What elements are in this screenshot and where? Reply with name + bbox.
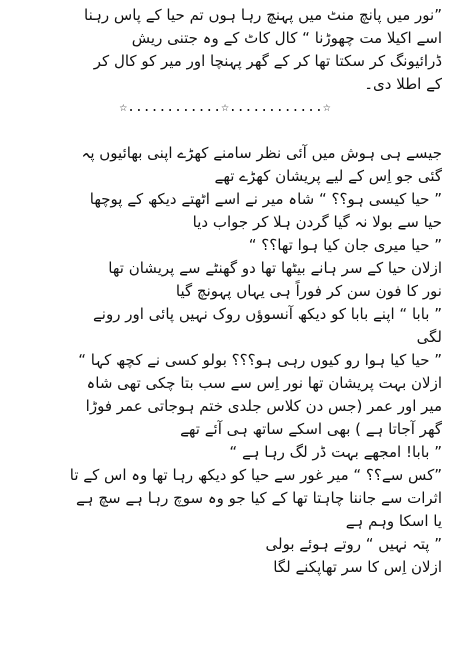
text-line: ازلان بہت پریشان تھا نور اِس سے سب بتا چکی تھی شاہ xyxy=(86,374,442,392)
text-line: ” حیا کیسی ہو؟؟ “ شاہ میر نے اسے اٹھتے دیکھ کے پوچھا xyxy=(89,190,442,208)
text-line: میر اور عمر (جس دن کلاس جلدی ختم ہوجاتی عمر فوڑا xyxy=(85,397,442,415)
text-line: ازلان اِس کا سر تھاپکنے لگا xyxy=(273,558,442,576)
paragraph-opening xyxy=(8,4,442,96)
text-line: ”نور میں پانچ منٹ میں پہنچ رہا ہوں تم حیا کے پاس رہنا xyxy=(84,6,442,24)
text-line: اثرات سے جاننا چاہتا تھا کے کیا جو وہ سوچ رہا ہے سچ ہے xyxy=(76,489,442,507)
scene-divider: ☆............☆............☆ xyxy=(119,100,331,115)
text-line: جیسے ہی ہوش میں آئی نظر سامنے کھڑے اپنی بھائیوں پہ xyxy=(81,144,442,162)
blank-line xyxy=(8,119,442,142)
text-line: گھر آجاتا ہے ) بھی اسکے ساتھ ہی آئے تھے xyxy=(180,420,442,438)
text-line: گئی جو اِس کے لیے پریشان کھڑے تھے xyxy=(214,167,442,185)
text-line: یا اسکا وہم ہے xyxy=(345,512,442,530)
text-line: حیا سے بولا نہ گیا گردن ہلا کر جواب دیا xyxy=(192,213,442,231)
text-line: ڈرائیونگ کر سکتا تھا کر کے گھر پہنچا اور میر کو کال کر xyxy=(93,52,442,70)
text-line: ” حیا میری جان کیا ہوا تھا؟؟ “ xyxy=(248,236,442,254)
text-line: ازلان حیا کے سر ہانے بیٹھا تھا دو گھنٹے سے پریشان تھا xyxy=(108,259,442,277)
text-line: ”کس سے؟؟ “ میر غور سے حیا کو دیکھ رہا تھا وہ اس کے تا xyxy=(69,466,442,484)
paragraph-main xyxy=(8,142,442,579)
text-line: ” حیا کیا ہوا رو کیوں رہی ہو؟؟؟ بولو کسی نے کچھ کہا “ xyxy=(78,351,442,369)
text-line: نور کا فون سن کر فوراً ہی یہاں پہونچ گیا xyxy=(175,282,442,300)
text-line: لگی xyxy=(416,328,442,346)
text-line: اسے اکیلا مت چھوڑنا “ کال کاٹ کے وہ جتنی ریش xyxy=(131,29,442,47)
text-line: ” بابا! امجھے بہت ڈر لگ رہا ہے “ xyxy=(229,443,442,461)
text-line: ” پتہ نہیں “ روتے ہوئے بولی xyxy=(265,535,442,553)
text-line: کے اطلا دی۔ xyxy=(364,75,442,93)
text-line: ” بابا “ اپنے بابا کو دیکھ آنسوؤں روک نہیں پائی اور رونے xyxy=(93,305,442,323)
